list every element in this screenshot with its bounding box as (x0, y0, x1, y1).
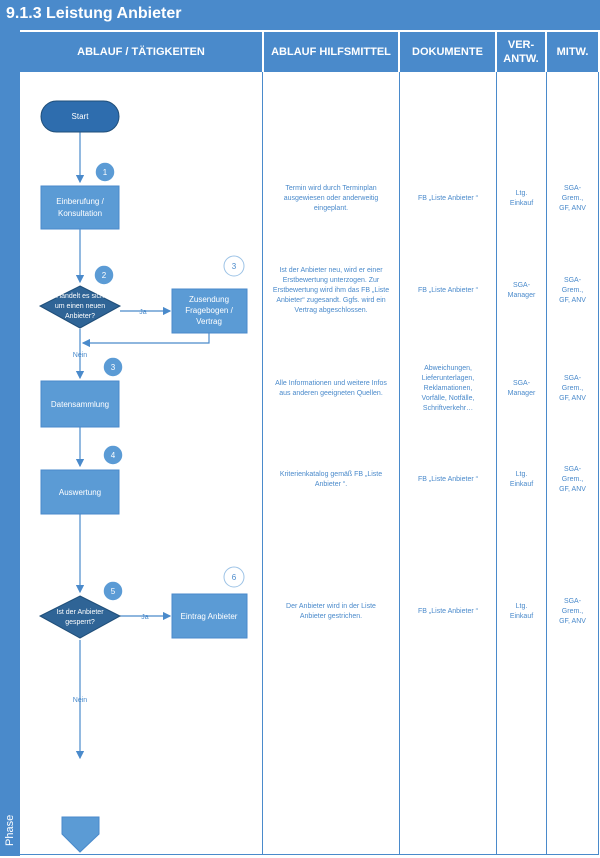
step3a-node (172, 289, 247, 333)
svg-text:Auswertung: Auswertung (58, 488, 102, 497)
svg-text:1: 1 (102, 168, 108, 177)
svg-text:4: 4 (110, 451, 116, 460)
mitw-line: Grem., (561, 476, 584, 483)
verantw-line: Ltg. (515, 603, 528, 610)
svg-text:Handelt es sich: Handelt es sich (56, 293, 104, 300)
svg-text:2: 2 (101, 271, 107, 280)
mitw-line: Grem., (561, 287, 584, 294)
svg-text:Start: Start (71, 112, 89, 121)
row3-mitw-cell (548, 374, 597, 404)
hilfsmittel-line: ausgewiesen oder anderweitig (283, 195, 379, 202)
start-node (41, 101, 119, 132)
hilfsmittel-line: Der Anbieter wird in der Liste (286, 603, 376, 610)
mitw-line: SGA- (563, 277, 582, 284)
mitw-line: GF, ANV (559, 297, 586, 304)
hilfsmittel-line: Anbieter gestrichen. (299, 613, 363, 620)
row4-mitw-cell (548, 465, 597, 495)
hilfsmittel-line: Vertrag abgeschlossen. (294, 307, 368, 314)
row1-verantw-cell (498, 189, 545, 209)
decision5-number-badge (103, 581, 123, 601)
svg-text:Vertrag: Vertrag (196, 317, 222, 326)
row3-hilfsmittel-cell (265, 379, 397, 399)
svg-text:Datensammlung: Datensammlung (50, 400, 110, 409)
svg-text:Konsultation: Konsultation (57, 209, 103, 218)
row5-verantw-cell (498, 602, 545, 622)
svg-text:Anbieter?: Anbieter? (65, 313, 95, 320)
decision5-yes-label: Ja (141, 614, 149, 621)
dokumente-line: Abweichungen, (424, 365, 472, 372)
svg-text:Einberufung /: Einberufung / (56, 197, 104, 206)
header-verantw: VER- ANTW. (497, 32, 545, 72)
row2-hilfsmittel-cell (265, 266, 397, 316)
row2-verantw-cell (498, 281, 545, 301)
step6-number-badge (224, 567, 244, 587)
row2-mitw-cell (548, 276, 597, 306)
svg-text:3: 3 (110, 363, 116, 372)
row3-dokumente-cell (402, 364, 494, 414)
mitw-line: SGA- (563, 598, 582, 605)
step4-number-badge (103, 445, 123, 465)
mitw-line: GF, ANV (559, 618, 586, 625)
step4-node (41, 470, 119, 514)
verantw-line: SGA- (512, 282, 531, 289)
dokumente-line: Vorfälle, Notfälle, (421, 395, 475, 402)
dokumente-line: FB „Liste Anbieter “ (418, 608, 478, 615)
verantw-line: SGA- (512, 380, 531, 387)
mitw-line: Grem., (561, 195, 584, 202)
dokumente-line: Reklamationen, (423, 385, 473, 392)
mitw-line: GF, ANV (559, 486, 586, 493)
offpage-connector-shape (62, 817, 99, 852)
verantw-line: Ltg. (515, 471, 528, 478)
row5-dokumente-cell (402, 607, 494, 617)
verantw-line: Ltg. (515, 190, 528, 197)
dokumente-line: FB „Liste Anbieter “ (418, 195, 478, 202)
row1-dokumente-cell (402, 194, 494, 204)
hilfsmittel-line: Erstbewertung wird ihm das FB „Liste (272, 287, 390, 294)
verantw-line: Einkauf (509, 200, 534, 207)
mitw-line: Grem., (561, 608, 584, 615)
verantw-line: Einkauf (509, 613, 534, 620)
page-title: 9.1.3 Leistung Anbieter (6, 5, 182, 22)
hilfsmittel-line: Anbieter“ zugesandt. Ggfs. wird ein (276, 297, 386, 304)
hilfsmittel-line: Erstbewertung unterzogen. Zur (282, 277, 380, 284)
decision2-number-badge (94, 265, 114, 285)
step3b-number-badge (103, 357, 123, 377)
hilfsmittel-line: Ist der Anbieter neu, wird er einer (279, 267, 383, 274)
step1-node (41, 186, 119, 229)
hilfsmittel-line: aus anderen geeigneten Quellen. (279, 390, 383, 397)
svg-text:gesperrt?: gesperrt? (65, 619, 95, 626)
row5-mitw-cell (548, 597, 597, 627)
verantw-line: Manager (507, 292, 536, 299)
hilfsmittel-line: eingeplant. (313, 205, 349, 212)
svg-text:um einen neuen: um einen neuen (54, 303, 106, 310)
row4-verantw-cell (498, 470, 545, 490)
row1-mitw-cell (548, 184, 597, 214)
svg-text:6: 6 (231, 573, 237, 582)
decision2-yes-label: Ja (139, 309, 147, 316)
dokumente-line: FB „Liste Anbieter “ (418, 476, 478, 483)
mitw-line: GF, ANV (559, 205, 586, 212)
row4-dokumente-cell (402, 475, 494, 485)
mitw-line: SGA- (563, 466, 582, 473)
connector-step3a-return (83, 333, 209, 343)
decision5-no-label: Nein (72, 697, 88, 704)
dokumente-line: FB „Liste Anbieter “ (418, 287, 478, 294)
svg-text:Fragebogen /: Fragebogen / (185, 306, 233, 315)
hilfsmittel-line: Kriterienkatalog gemäß FB „Liste (279, 471, 383, 478)
hilfsmittel-line: Termin wird durch Terminplan (285, 185, 377, 192)
dokumente-line: Schriftverkehr… (422, 405, 474, 412)
verantw-line: Manager (507, 390, 536, 397)
row2-dokumente-cell (402, 286, 494, 296)
row4-hilfsmittel-cell (265, 470, 397, 490)
decision5-node (40, 596, 120, 638)
mitw-line: GF, ANV (559, 395, 586, 402)
phase-label: Phase (4, 814, 16, 846)
header-ablauf: ABLAUF / TÄTIGKEITEN (20, 32, 262, 72)
step3b-node (41, 381, 119, 427)
svg-text:3: 3 (231, 262, 237, 271)
mitw-line: SGA- (563, 185, 582, 192)
header-dokumente: DOKUMENTE (400, 32, 495, 72)
svg-text:Eintrag Anbieter: Eintrag Anbieter (180, 612, 238, 621)
row1-hilfsmittel-cell (265, 184, 397, 214)
svg-text:Zusendung: Zusendung (188, 295, 230, 304)
decision2-no-label: Nein (72, 352, 88, 359)
mitw-line: SGA- (563, 375, 582, 382)
row3-verantw-cell (498, 379, 545, 399)
dokumente-line: Lieferunterlagen, (421, 375, 475, 382)
step3a-number-badge (224, 256, 244, 276)
mitw-line: Grem., (561, 385, 584, 392)
hilfsmittel-line: Anbieter “. (314, 481, 348, 488)
step6-node (172, 594, 247, 638)
step1-number-badge (95, 162, 115, 182)
svg-text:Ist der Anbieter: Ist der Anbieter (56, 609, 104, 616)
header-hilfsmittel: ABLAUF HILFSMITTEL (264, 32, 398, 72)
hilfsmittel-line: Alle Informationen und weitere Infos (275, 380, 387, 387)
decision2-node (40, 286, 120, 328)
verantw-line: Einkauf (509, 481, 534, 488)
header-mitw: MITW. (547, 32, 598, 72)
svg-text:5: 5 (110, 587, 116, 596)
row5-hilfsmittel-cell (265, 602, 397, 622)
